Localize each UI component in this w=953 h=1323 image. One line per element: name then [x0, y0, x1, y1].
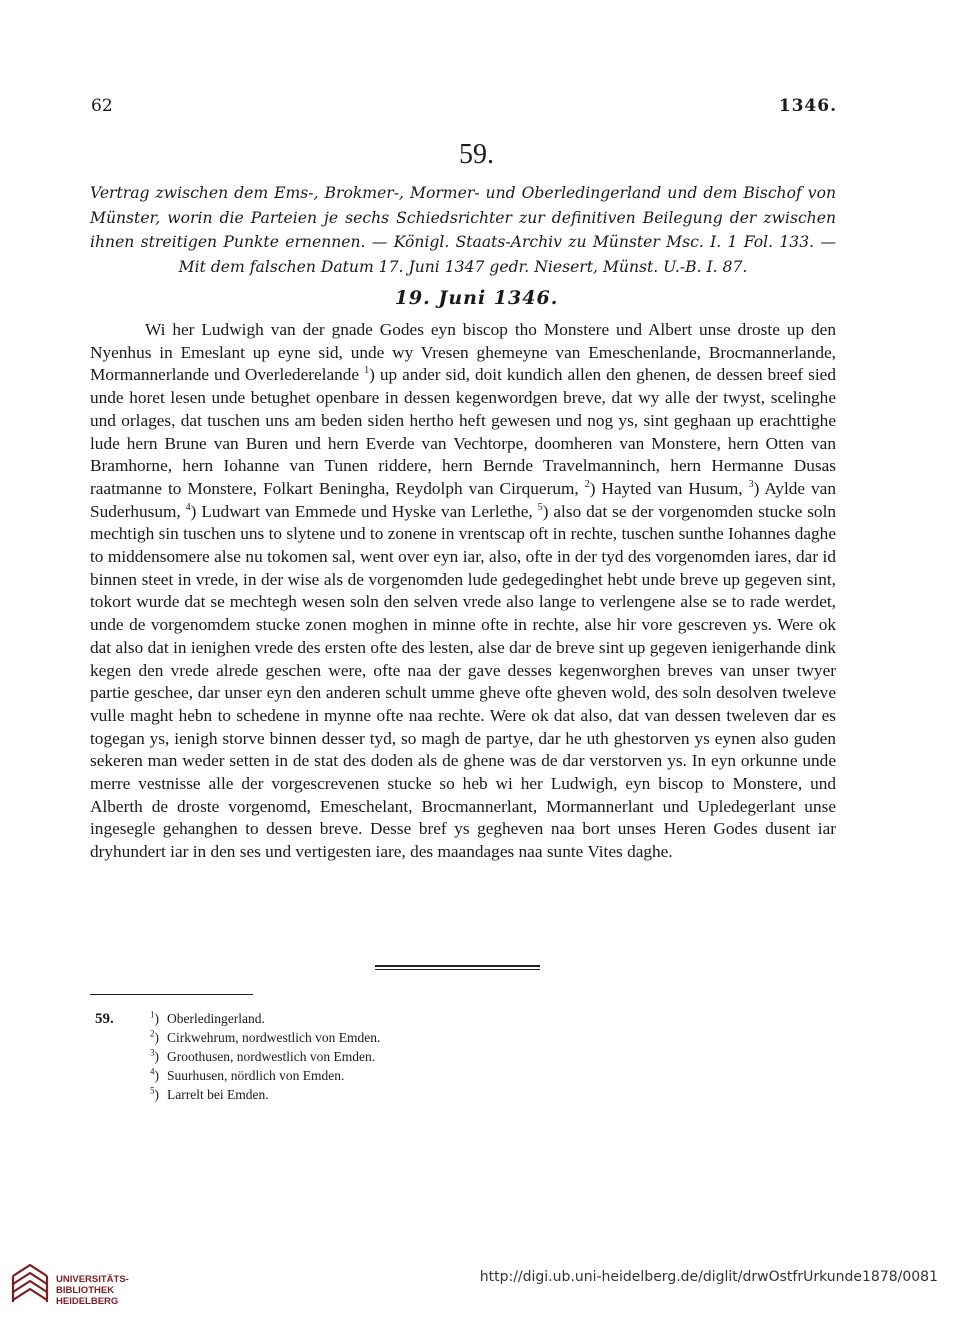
footnote-item: $^4$) Suurhusen, nördlich von Emden. — [150, 1066, 345, 1083]
footnote-mark: 5 — [150, 1085, 155, 1096]
document-body: Wi her Ludwigh van der gnade Godes eyn biscop tho Monstere und Albert unse droste up den Nyenhus in Emeslant up eyne sid, unde wy Vresen ghemeyne van Emeschenlande, Brocmannerlande, Mormannerlande und Overlederelande $^1$) up ander sid, doit kundich allen den ghenen, de dessen breef sied unde horet lesen unde betughet openbare in dessen kegenwordgen breve, dat wy alle der twyst, scelinghe und orlages, dat tuschen uns am beden siden hertho heft gewesen und nog ys, sint geghaan up erachttighe lude hern Brune van Buren und hern Everde van Vechtorpe, doomheren van Monstere, hern Otten van Bramhorne, hern Iohanne van Tunen riddere, hern Bernde Travelmanninch, hern Hermanne Dusas raatmanne to Monstere, Folkart Beningha, Reydolph van Cirquerum, $^2$) Hayted van Husum, $^3$) Aylde van Suderhusum, $^4$) Ludwart van Emmede und Hyske van Lerlethe, $^5$) also dat se der vorgenomden stucke soln mechtigh sin tuschen uns to slytene und to zonene in vrentscap oft in rechte, tuschen sunthe Iohannes daghe to middensomere alse nu tokomen sal, went over eyn iar, also, ofte in der tyd des vorgenomden iares, dar id binnen steet in vrede, in der wise als de vorgenomden lude gedegedinghet hebt unde breve up gegeven sint, tokort wurde dat se mechtegh wesen soln den selven vrede also lange to verlengene alse se to rade werdet, unde de vorgenomdem stucke zonen moghen in minne ofte in rechte, alse hir vore gescreven ys. Were ok dat also dat in ienighen vrede des ersten ofte des lesten, alse dar de breve sint up gegeven ienigerhande dink kegen den vrede alrede geschen were, ofte naa der gave desses kegenworghen breves van unser twyer partie geschee, dar unser eyn den anderen schult umme gheve ofte gheven wold, des soln desolven tweleve vulle maght hebn to schedene in mynne ofte naa rechte. Were ok dat also, dat van dessen tweleven dar es togegan ys, ienigh storve binnen desser tyd, so magh de partye, dar he uth ghestorven ys eynen also guden sekeren man weder setten in de stat des doden als de ghene was de dar verstorven ys. In eyn orkunne unde merre vestnisse alle der vorgescrevenen stucke so heb wi her Ludwigh, eyn biscop to Monstere, und Alberth de droste vorgenomd, Emeschelant, Brocmannerlant, Mormannerlant und Upledegerlant unse ingesegle gehanghen to dessen breve. Desse bref ys gegheven naa bort unses Heren Godes dusent iar dryhundert iar in den ses und vertigesten iare, des maandages naa sunte Vites daghe. — [90, 320, 837, 862]
footnote-rule — [90, 994, 253, 995]
library-name: UNIVERSITÄTS- BIBLIOTHEK HEIDELBERG — [56, 1274, 129, 1307]
footnote-label: 59. — [95, 1011, 114, 1027]
body-text-5: Ludwart van Emmede und Hyske van Lerlethe, — [201, 501, 533, 521]
document-number: 59. — [459, 139, 494, 170]
footnote-text: Oberledingerland. — [167, 1011, 265, 1026]
footnote-text: Cirkwehrum, nordwestlich von Emden. — [167, 1030, 381, 1045]
library-logo-icon — [10, 1262, 50, 1306]
footnote-mark: 3 — [150, 1047, 155, 1058]
footnote-ref-3: 3 — [748, 479, 754, 491]
footnote-item: $^2$) Cirkwehrum, nordwestlich von Emden. — [150, 1028, 381, 1045]
footnote-text: Suurhusen, nördlich von Emden. — [167, 1068, 345, 1083]
footnote-ref-1: 1 — [364, 365, 370, 377]
section-divider — [375, 965, 540, 967]
footnote-text: Larrelt bei Emden. — [167, 1087, 269, 1102]
footnote-item: 59. $^1$) Oberledingerland. — [95, 1009, 265, 1027]
footer — [0, 1258, 953, 1323]
footnote-mark: 2 — [150, 1028, 155, 1039]
footnote-ref-2: 2 — [584, 479, 590, 491]
footnotes — [95, 1011, 380, 1106]
footnote-mark: 4 — [150, 1066, 155, 1077]
source-url-link[interactable]: http://digi.ub.uni-heidelberg.de/diglit/drwOstfrUrkunde1878/0081 — [479, 1269, 938, 1285]
body-text-4: Aylde van Suderhusum, — [90, 478, 836, 521]
body-text-3: Hayted van Husum, — [601, 478, 743, 498]
body-text-1: Wi her Ludwigh van der gnade Godes eyn biscop tho Monstere und Albert unse droste up den Nyenhus in Emeslant up eyne sid, unde wy Vresen ghemeyne van Emeschenlande, Brocmannerlande, Mormannerlande und Overlederelande — [90, 320, 836, 385]
footnote-mark: 1 — [150, 1009, 155, 1020]
page-year: 1346. — [778, 96, 837, 116]
document-summary: Vertrag zwischen dem Ems-, Brokmer-, Mormer- und Oberledingerland und dem Bischof von Münster, worin die Parteien je sechs Schiedsrichter zur definitiven Beilegung der zwischen ihnen streitigen Punkte ernennen. — Königl. Staats-Archiv zu Münster Msc. I. 1 Fol. 133. — Mit dem falschen Datum 17. Juni 1347 gedr. Niesert, Münst. U.-B. I. 87. — [90, 184, 836, 276]
footnote-ref-4: 4 — [185, 501, 191, 513]
footnote-item: $^3$) Groothusen, nordwestlich von Emden. — [150, 1047, 376, 1064]
footnote-ref-5: 5 — [537, 501, 543, 513]
document-date: 19. Juni 1346. — [394, 287, 559, 309]
page-number: 62 — [91, 96, 113, 116]
body-text-6: also dat se der vorgenomden stucke soln mechtigh sin tuschen uns to slytene und to zonene in vrentscap oft in rechte, tuschen sunthe Iohannes daghe to middensomere alse nu tokomen sal, went over eyn iar, also, ofte in der tyd des vorgenomden iares, dar id binnen steet in vrede, in der wise als de vorgenomden lude gedegedinghet hebt unde breve up gegeven sint, tokort wurde dat se mechtegh wesen soln den selven vrede also lange to verlengene alse se to rade werdet, unde de vorgenomdem stucke zonen moghen in minne ofte in rechte, alse hir vore gescreven ys. Were ok dat also dat in ienighen vrede des ersten ofte des lesten, alse dar de breve sint up gegeven ienigerhande dink kegen den vrede alrede geschen were, ofte naa der gave desses kegenworghen breves van unser twyer partie geschee, dar unser eyn den anderen schult umme gheve ofte gheven wold, des soln desolven tweleve vulle maght hebn to schedene in mynne ofte naa rechte. Were ok dat also, dat van dessen tweleven dar es togegan ys, ienigh storve binnen desser tyd, so magh de partye, dar he uth ghestorven ys eynen also guden sekeren man weder setten in de stat des doden als de ghene was de dar verstorven ys. In eyn orkunne unde merre vestnisse alle der vorgescrevenen stucke so heb wi her Ludwigh, eyn biscop to Monstere, und Alberth de droste vorgenomd, Emeschelant, Brocmannerlant, Mormannerlant und Upledegerlant unse ingesegle gehanghen to dessen breve. Desse bref ys gegheven naa bort unses Heren Godes dusent iar dryhundert iar in den ses und vertigesten iare, des maandages naa sunte Vites daghe. — [90, 501, 837, 862]
footnote-item: $^5$) Larrelt bei Emden. — [150, 1085, 269, 1102]
footnote-text: Groothusen, nordwestlich von Emden. — [167, 1049, 376, 1064]
body-text-2: up ander sid, doit kundich allen den ghenen, de dessen breef sied unde horet lesen unde betughet openbare in dessen kegenwordgen breve, dat wy alle der twyst, scelinghe und orlages, dat tuschen uns am beden siden hertho heft gewesen und nog ys, sint geghaan up erachttighe lude hern Brune van Buren und hern Everde van Vechtorpe, doomheren van Monstere, hern Otten van Bramhorne, hern Iohanne van Tunen riddere, hern Bernde Travelmanninch, hern Hermanne Dusas raatmanne to Monstere, Folkart Beningha, Reydolph van Cirquerum, — [90, 365, 836, 498]
section-divider-thin — [375, 969, 540, 970]
